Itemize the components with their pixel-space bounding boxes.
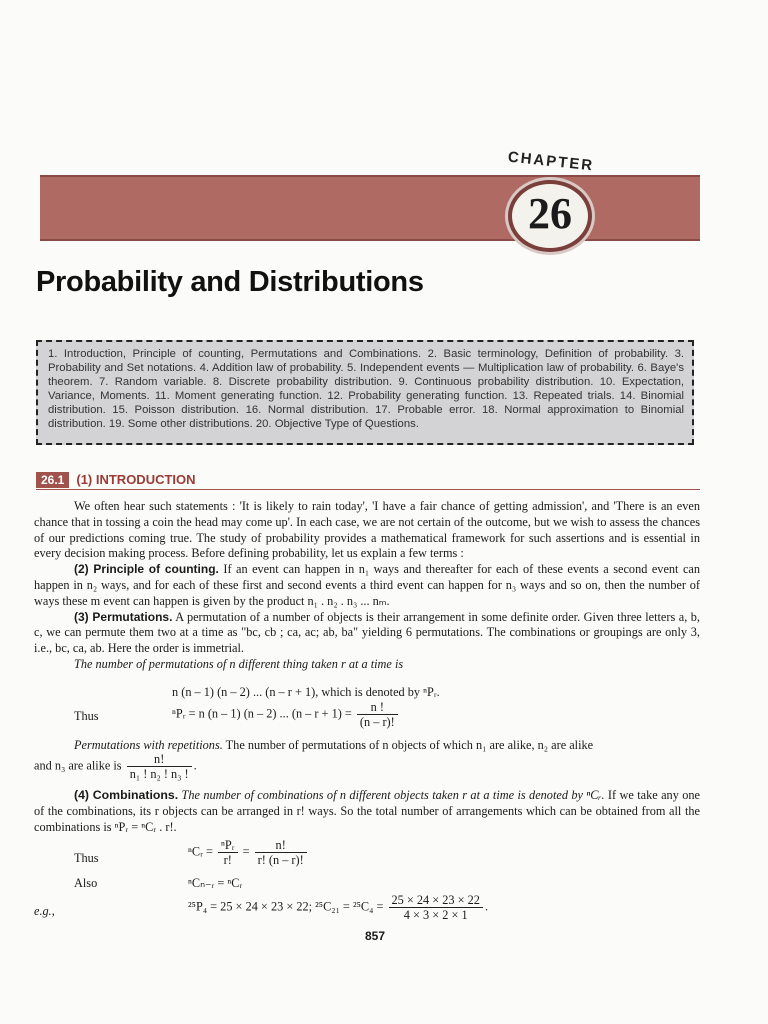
section-heading [36, 471, 196, 488]
repetition-formula: and n₃ are alike is $\frac{n!}{\text{n₁ ! n₂ ! n₃ !}}$ . [34, 752, 197, 781]
repetition-line [74, 738, 700, 753]
example-label: e.g., [34, 904, 55, 918]
repetition-text: The number of permutations of n objects of which n₁ are alike, n₂ are alike [225, 738, 594, 752]
combination-fraction-1 [218, 838, 238, 867]
section-number: 26.1 [36, 472, 69, 488]
fraction-numerator: 25 × 24 × 23 × 22 [389, 893, 483, 908]
combination-italic: The number of combinations of n different objects taken r at a time is denoted by ⁿCᵣ. [181, 788, 605, 802]
chapter-banner [40, 175, 700, 241]
permutation-fraction [357, 700, 398, 729]
thus2-label: Thus [74, 851, 99, 865]
combination-paragraph [34, 788, 700, 835]
section-title: (1) INTRODUCTION [76, 472, 196, 487]
also-formula: ⁿCₙ₋ᵣ = ⁿCᵣ [188, 876, 243, 890]
combination-left: ⁿCᵣ = [188, 844, 213, 859]
body-text [34, 499, 700, 673]
permutation-formula [172, 700, 400, 729]
fraction-numerator: ⁿPᵣ [218, 838, 238, 853]
permutation-paragraph [34, 610, 700, 657]
intro-paragraph: We often hear such statements : 'It is likely to rain today', 'I have a fair chance of getting admission', and 'There is an even chance that in tossing a coin the head may come up'. In each case, we are not certain of the outcome, but we wish to assess the chances of our predictions coming true. The study of probability provides a mathematical framework for such assertions and is essential in every decision making process. Before defining probability, let us explain a few terms : [34, 499, 700, 561]
permutation-heading: (3) Permutations. [74, 609, 173, 624]
counting-text: If an event can happen in n₁ ways and thereafter for each of these events a second event can happen in n₂ ways, and for each of these first and second events a third event can happen for n₃ ways and so on, then the number of ways these m event can happen is given by the product n₁ . n₂ . n₃ ... nₘ. [34, 562, 701, 608]
contents-box: 1. Introduction, Principle of counting, Permutations and Combinations. 2. Basic terminology, Definition of probability. 3. Probability and Set notations. 4. Addition law of probability. 5. Independent events — Multiplication law of probability. 6. Baye's theorem. 7. Random variable. 8. Discrete probability distribution. 9. Continuous probability distribution. 10. Expectation, Variance, Moments. 11. Moment generating function. 12. Probability generating function. 13. Repeated trials. 14. Binomial distribution. 15. Poisson distribution. 16. Normal distribution. 17. Probable error. 18. Normal approximation to Binomial distribution. 19. Some other distributions. 20. Objective Type of Questions. [36, 340, 694, 445]
fraction-denominator: r! [223, 853, 232, 867]
fraction-numerator: n! [255, 838, 307, 853]
fraction-denominator: (n – r)! [359, 715, 395, 729]
fraction-denominator: r! (n – r)! [257, 853, 304, 867]
repetition-italic: Permutations with repetitions. [74, 738, 223, 752]
fraction-numerator: n! [127, 752, 192, 767]
combination-fraction-2 [255, 838, 307, 867]
section-rule [36, 489, 700, 490]
fraction-denominator: 4 × 3 × 2 × 1 [403, 908, 468, 922]
example-left: ²⁵P₄ = 25 × 24 × 23 × 22; ²⁵C₂₁ = ²⁵C₄ = [188, 899, 384, 914]
counting-paragraph [34, 562, 700, 609]
fraction-numerator: n ! [357, 700, 398, 715]
example-fraction [389, 893, 483, 922]
example-formula: ²⁵P₄ = 25 × 24 × 23 × 22; ²⁵C₂₁ = ²⁵C₄ = $\frac{25 \times 24 \times 23 \times 22}{4 \times 3 \times 2 \times 1}$ . [188, 893, 489, 922]
chapter-label: CHAPTER [507, 148, 595, 175]
page-title: Probability and Distributions [36, 266, 424, 298]
page-number: 857 [364, 929, 386, 943]
thus-label: Thus [74, 709, 99, 723]
repetition-line2: and n₃ are alike is [34, 758, 122, 773]
fraction-denominator: n₁ ! n₂ ! n₃ ! [129, 767, 189, 781]
combination-heading: (4) Combinations. [74, 788, 179, 802]
permutation-italic: The number of permutations of n different thing taken r at a time is [74, 656, 404, 671]
combination-text: If we take any one of the combinations, its r objects can be arranged in r! ways. So the total number of arrangements which can be obtained from all the combinations is ⁿPᵣ = ⁿCᵣ . r!. [34, 788, 700, 834]
permutation-formula-line: n (n – 1) (n – 2) ... (n – r + 1), which is denoted by ⁿPᵣ. [172, 685, 440, 699]
combination-formula [188, 838, 309, 867]
counting-heading: (2) Principle of counting. [74, 562, 219, 577]
repetition-fraction [127, 752, 192, 781]
permutation-text: A permutation of a number of objects is their arrangement in some definite order. Given three letters a, b, c, we can permute them two at a time as "bc, cb ; ca, ac; ab, ba" yielding 6 permutations. The combinations or groupings are only 3, i.e., bc, ca, ab. Here the order is immetrial. [34, 609, 701, 656]
combination-equals: = [242, 844, 250, 859]
also-label: Also [74, 876, 98, 890]
chapter-number: 26 [528, 189, 572, 238]
permutation-formula-left: ⁿPᵣ = n (n – 1) (n – 2) ... (n – r + 1) = [172, 706, 352, 721]
